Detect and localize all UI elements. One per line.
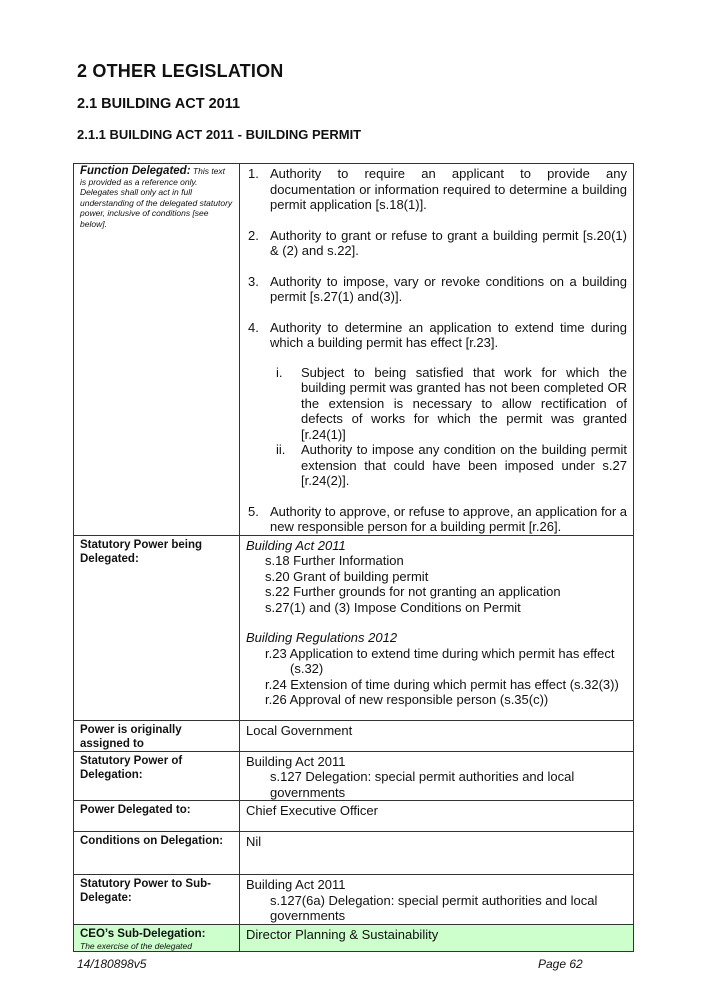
power-of-delegation-act: Building Act 2011 xyxy=(246,753,346,769)
statutory-power-label: Statutory Power being Delegated: xyxy=(80,538,203,565)
reg-item: r.23 Application to extend time during which permit has effect xyxy=(265,645,615,661)
act-title: Building Act 2011 xyxy=(246,537,346,553)
act-item: s.20 Grant of building permit xyxy=(265,568,429,584)
function-item: 4. Authority to determine an application to extend time during which a building permit has effect [r.23]. i. Subject to being satisfied that work for which the building permit was granted has not been completed OR the extension is necessary to allow rectification of defects of works for which the permit was granted [r.24(1)] ii. Authority to impose any condition on the building permit extension that could have been imposed under s.27 [r.24(2)]. xyxy=(248,319,627,488)
heading-building-permit: 2.1.1 BUILDING ACT 2011 - BUILDING PERMIT xyxy=(77,127,362,142)
footer-page-number: Page 62 xyxy=(538,957,583,971)
row-function-delegated xyxy=(74,164,634,536)
heading-other-legislation: 2 OTHER LEGISLATION xyxy=(77,61,284,81)
reg-item-cont: (s.32) xyxy=(290,661,324,676)
row-power-assigned xyxy=(74,720,634,751)
function-subitem: ii. Authority to impose any condition on the building permit extension that could have been imposed under s.27 [r.24(2)]. xyxy=(276,442,627,488)
footer-doc-ref: 14/180898v5 xyxy=(77,957,147,971)
function-delegated-note: This text is provided as a reference only. Delegates shall only act in full understanding of the delegated statutory power, inclusive of conditions [see below]. xyxy=(80,166,233,229)
row-power-of-delegation xyxy=(74,751,634,801)
function-delegated-label: Function Delegated: xyxy=(80,165,191,177)
function-sublist xyxy=(270,365,627,489)
ceo-sub-delegation-label: CEO’s Sub-Delegation: xyxy=(80,927,206,940)
conditions-label: Conditions on Delegation: xyxy=(80,835,224,847)
function-item: 5. Authority to approve, or refuse to approve, an application for a new responsible person for a building permit [r.26]. xyxy=(248,503,627,534)
function-list xyxy=(246,166,627,535)
function-delegated-label-cell xyxy=(74,164,240,536)
ceo-sub-delegation-value: Director Planning & Sustainability xyxy=(246,926,439,942)
row-conditions xyxy=(74,832,634,875)
power-delegated-to-label: Power Delegated to: xyxy=(80,804,191,816)
act-item: s.27(1) and (3) Impose Conditions on Permit xyxy=(265,599,521,615)
power-assigned-value: Local Government xyxy=(246,722,353,738)
delegation-table xyxy=(73,163,634,952)
function-item: 1. Authority to require an applicant to provide any documentation or information required to determine a building permit application [s.18(1)]. xyxy=(248,166,627,212)
power-of-delegation-line1: s.127 Delegation: special permit authorities and local xyxy=(270,769,575,784)
row-statutory-power xyxy=(74,535,634,720)
function-item: 3. Authority to impose, vary or revoke conditions on a building permit [s.27(1) and(3)]. xyxy=(248,273,627,304)
conditions-value: Nil xyxy=(246,834,262,849)
reg-item: r.24 Extension of time during which permit has effect (s.32(3)) xyxy=(265,676,619,692)
row-ceo-sub-delegation xyxy=(74,924,634,952)
reg-item: r.26 Approval of new responsible person (s.35(c)) xyxy=(265,692,549,707)
sub-delegate-power-label: Statutory Power to Sub-Delegate: xyxy=(80,878,211,904)
row-power-delegated-to xyxy=(74,801,634,832)
act-item: s.22 Further grounds for not granting an application xyxy=(265,584,561,599)
act-item: s.18 Further Information xyxy=(265,553,404,568)
function-subitem: i. Subject to being satisfied that work for which the building permit was granted has not been completed OR the extension is necessary to allow rectification of defects of works for which the permit was granted [r.24(1)] xyxy=(276,364,627,442)
row-sub-delegate-power xyxy=(74,875,634,925)
heading-building-act: 2.1 BUILDING ACT 2011 xyxy=(77,96,241,112)
power-of-delegation-label: Statutory Power of Delegation: xyxy=(80,754,183,781)
power-of-delegation-line2: governments xyxy=(270,784,346,800)
function-delegated-value-cell xyxy=(240,164,634,536)
sub-delegate-power-act: Building Act 2011 xyxy=(246,877,346,892)
sub-delegate-power-line1: s.127(6a) Delegation: special permit authorities and local xyxy=(270,892,598,908)
power-assigned-label: Power is originally assigned to xyxy=(80,723,182,750)
function-item: 2. Authority to grant or refuse to grant a building permit [s.20(1) & (2) and s.22]. xyxy=(248,227,627,258)
sub-delegate-power-line2: governments xyxy=(270,908,346,923)
regs-title: Building Regulations 2012 xyxy=(246,630,398,645)
power-delegated-to-value: Chief Executive Officer xyxy=(246,803,378,818)
ceo-sub-delegation-note: The exercise of the delegated xyxy=(80,940,192,951)
